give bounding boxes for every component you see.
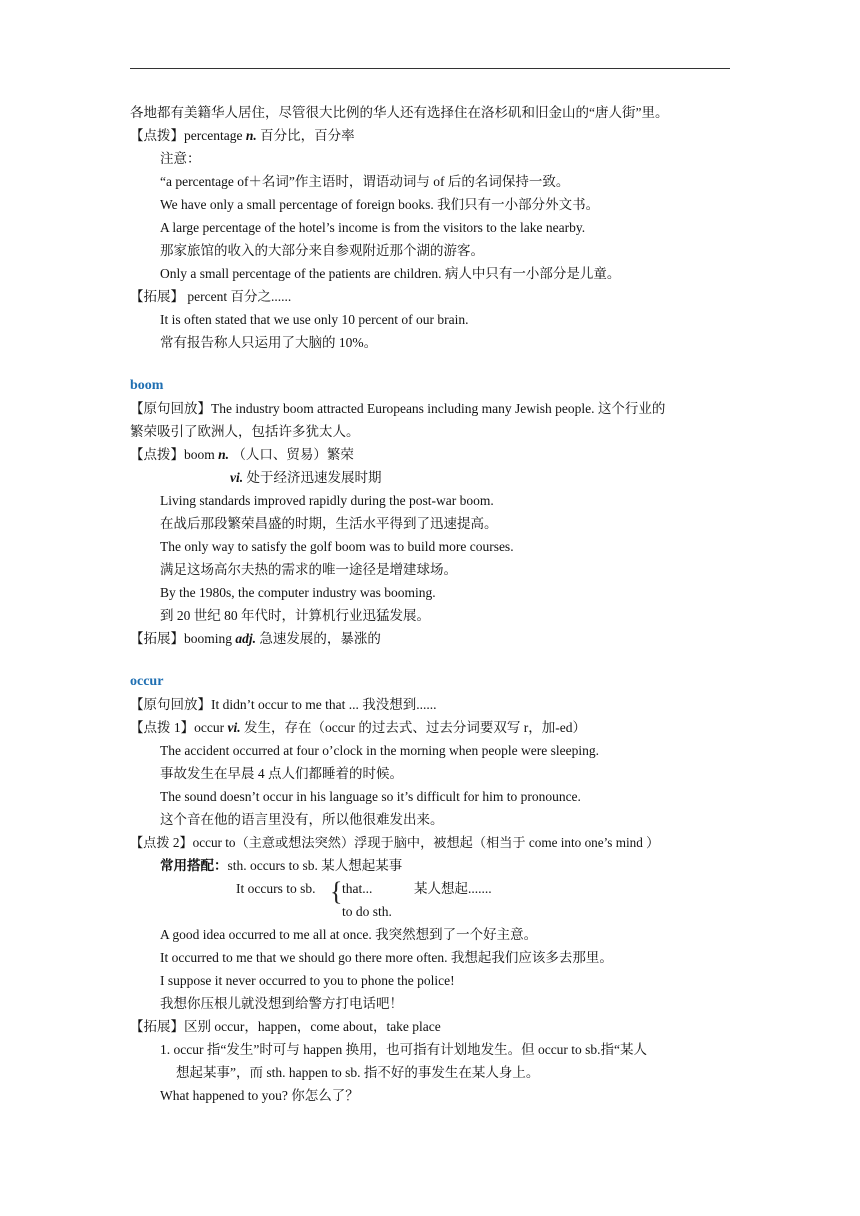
example-translation: 常有报告称人只运用了大脑的 10%。 [160, 335, 378, 350]
example-translation: 在战后那段繁荣昌盛的时期，生活水平得到了迅速提高。 [160, 516, 498, 531]
compare-item-1-cont: 想起某事”，而 sth. happen to sb. 指不好的事发生在某人身上。 [176, 1065, 540, 1080]
collocation-label: 常用搭配： [160, 858, 228, 873]
example-sentence: A good idea occurred to me all at once. 我突然想到了一个好主意。 [160, 927, 538, 942]
part-of-speech: vi. [230, 470, 244, 485]
example-translation: 事故发生在早晨 4 点人们都睡着的时候。 [160, 766, 403, 781]
example-translation: 到 20 世纪 80 年代时，计算机行业迅猛发展。 [160, 608, 430, 623]
part-of-speech: n. [245, 128, 257, 143]
example-sentence: It occurred to me that we should go there more often. 我想起我们应该多去那里。 [160, 950, 613, 965]
note-text: “a percentage of＋名词”作主语时，谓语动词与 of 后的名词保持一致。 [160, 174, 570, 189]
tip-boom [130, 446, 354, 464]
paragraph-line: 各地都有美籍华人居住，尽管很大比例的华人还有选择住在洛杉矶和旧金山的“唐人街”里。 [130, 105, 669, 120]
tip-label: 【点拨】boom [130, 447, 219, 462]
example-sentence: The only way to satisfy the golf boom was to build more courses. [160, 539, 514, 554]
definition: 发生，存在（occur 的过去式、过去分词要双写 r，加-ed） [240, 720, 586, 735]
collocation-text: sth. occurs to sb. 某人想起某事 [227, 858, 403, 873]
tip-label: 【点拨】percentage [130, 128, 246, 143]
pattern-meaning: 某人想起....... [414, 881, 492, 896]
definition: 处于经济迅速发展时期 [243, 470, 382, 485]
tip-boom-verb [230, 469, 382, 487]
example-translation: 这个音在他的语言里没有，所以他很难发出来。 [160, 812, 444, 827]
extension-percent: 【拓展】 percent 百分之...... [130, 289, 292, 304]
part-of-speech: vi. [227, 720, 241, 735]
definition: 急速发展的，暴涨的 [256, 631, 381, 646]
part-of-speech: adj. [235, 631, 257, 646]
example-sentence: It is often stated that we use only 10 percent of our brain. [160, 312, 469, 327]
header-rule [130, 68, 730, 69]
extension-compare: 【拓展】区别 occur，happen，come about，take place [130, 1019, 441, 1034]
example-sentence: The accident occurred at four o’clock in the morning when people were sleeping. [160, 743, 599, 758]
example-translation: 我想你压根儿就没想到给警方打电话吧！ [160, 996, 403, 1011]
tip-label: 【点拨 1】occur [130, 720, 228, 735]
example-translation: 满足这场高尔夫热的需求的唯一途径是增建球场。 [160, 562, 457, 577]
example-sentence: We have only a small percentage of foreign books. 我们只有一小部分外文书。 [160, 197, 600, 212]
tip-percentage [130, 127, 355, 145]
word-heading-boom: boom [130, 378, 164, 393]
collocation-line [160, 857, 402, 875]
example-sentence: Living standards improved rapidly during the post-war boom. [160, 493, 494, 508]
example-sentence: By the 1980s, the computer industry was booming. [160, 585, 436, 600]
example-translation: 那家旅馆的收入的大部分来自参观附近那个湖的游客。 [160, 243, 484, 258]
example-sentence: What happened to you? 你怎么了？ [160, 1088, 359, 1103]
original-sentence: 【原句回放】It didn’t occur to me that ... 我没想到...... [130, 697, 437, 712]
example-sentence: Only a small percentage of the patients are children. 病人中只有一小部分是儿童。 [160, 266, 621, 281]
pattern-option-todo: to do sth. [342, 904, 392, 919]
note-label: 注意： [160, 151, 201, 166]
definition: 百分比，百分率 [256, 128, 355, 143]
compare-item-1: 1. occur 指“发生”时可与 happen 换用，也可指有计划地发生。但 occur to sb.指“某人 [160, 1042, 648, 1057]
example-sentence: A large percentage of the hotel’s income is from the visitors to the lake nearby. [160, 220, 586, 235]
brace-icon: { [330, 877, 343, 906]
extension-booming [130, 630, 381, 648]
tip-occur-2: 【点拨 2】occur to（主意或想法突然）浮现于脑中，被想起（相当于 come into one’s mind ） [130, 835, 660, 850]
tip-occur-1 [130, 719, 586, 737]
pattern-option-that: that... [342, 881, 373, 896]
definition: （人口、贸易）繁荣 [229, 447, 354, 462]
word-heading-occur: occur [130, 674, 164, 689]
example-sentence: The sound doesn’t occur in his language so it’s difficult for him to pronounce. [160, 789, 581, 804]
part-of-speech: n. [218, 447, 230, 462]
example-sentence: I suppose it never occurred to you to phone the police! [160, 973, 455, 988]
tip-label: 【拓展】booming [130, 631, 236, 646]
original-sentence: 【原句回放】The industry boom attracted Europeans including many Jewish people. 这个行业的 [130, 401, 666, 416]
original-sentence-cont: 繁荣吸引了欧洲人，包括许多犹太人。 [130, 424, 360, 439]
pattern-main: It occurs to sb. [236, 881, 316, 896]
